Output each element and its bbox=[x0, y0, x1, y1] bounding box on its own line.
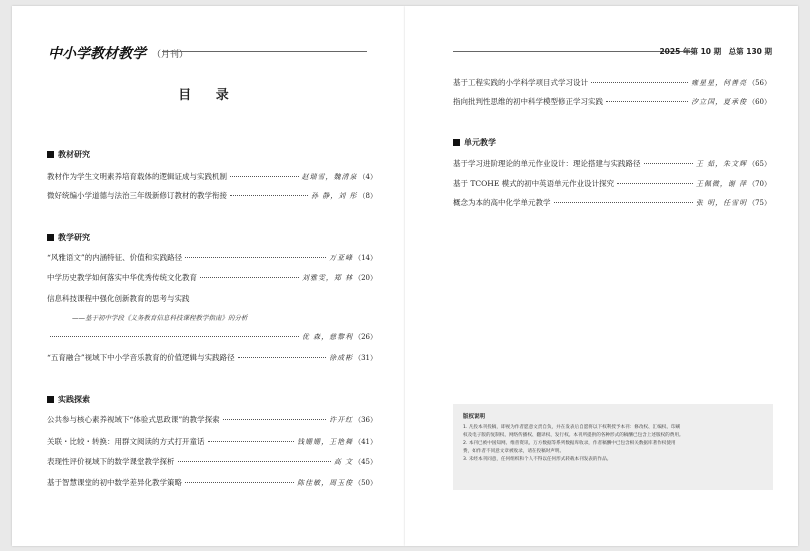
toc-title: 目 录 bbox=[178, 88, 239, 103]
dot-leader bbox=[50, 336, 299, 337]
journal-logo-title: 中小学教材教学 bbox=[48, 46, 146, 62]
toc-entry[interactable] bbox=[47, 436, 377, 448]
header-rule bbox=[453, 51, 693, 52]
toc-entry[interactable] bbox=[47, 272, 377, 284]
copyright-text: 权及电子版的复制权、网络传播权、翻译权、发行权。本刊所提供的各种形式的稿酬已包含上述版权的费用。 bbox=[463, 433, 684, 438]
toc-entry[interactable] bbox=[47, 477, 377, 489]
entry-page: （60） bbox=[748, 98, 771, 106]
entry-page: （45） bbox=[354, 458, 377, 466]
entry-page: （20） bbox=[354, 274, 377, 282]
dot-leader bbox=[617, 183, 693, 184]
entry-title: “风雅语文”的内涵特征、价值和实践路径 bbox=[47, 253, 183, 262]
entry-title: 微好统编小学道德与法治三年级新修订教材的教学衔接 bbox=[47, 191, 227, 200]
section-heading bbox=[47, 149, 90, 160]
toc-entry[interactable] bbox=[453, 178, 771, 190]
dot-leader bbox=[185, 257, 326, 258]
dot-leader bbox=[606, 101, 688, 102]
toc-entry[interactable] bbox=[453, 77, 771, 89]
entry-page: （50） bbox=[354, 479, 377, 487]
section-title: 教学研究 bbox=[58, 233, 90, 242]
entry-title: 教材作为学生文明素养培育载体的逻辑证成与实践机制 bbox=[47, 172, 227, 181]
dot-leader bbox=[644, 163, 693, 164]
entry-title: 基于智慧课堂的初中数学差异化教学策略 bbox=[47, 478, 182, 487]
entry-page: （8） bbox=[358, 192, 377, 200]
dot-leader bbox=[208, 441, 295, 442]
entry-title: 表现性评价视域下的数学课堂教学探析 bbox=[47, 457, 175, 466]
copyright-text: 2. 本刊已被中国知网、维普资讯、万方数据等系列数据库收录，作者稿酬中已包含相关数据库著作权使用 bbox=[463, 441, 676, 446]
right-page bbox=[405, 6, 798, 546]
toc-entry[interactable] bbox=[453, 158, 771, 170]
entry-author: 刘雅雯，郑 林 bbox=[301, 274, 354, 282]
dot-leader bbox=[178, 461, 331, 462]
square-bullet-icon bbox=[47, 151, 54, 158]
square-bullet-icon bbox=[47, 396, 54, 403]
entry-author: 优 森，慈黎利 bbox=[301, 333, 354, 341]
copyright-text: 费，如作者不同意文章被收录，请在投稿时声明。 bbox=[463, 449, 565, 454]
entry-author: 孙 静，刘 彤 bbox=[311, 192, 358, 200]
section-title: 实践探索 bbox=[58, 395, 90, 404]
dot-leader bbox=[230, 176, 299, 177]
section-heading bbox=[47, 232, 90, 243]
square-bullet-icon bbox=[47, 234, 54, 241]
entry-author: 陈佳敏，周玉俊 bbox=[297, 479, 354, 487]
entry-title: “五育融合”视域下中小学音乐教育的价值逻辑与实践路径 bbox=[47, 353, 235, 362]
entry-page: （56） bbox=[748, 79, 771, 87]
copyright-notice-box bbox=[453, 404, 773, 490]
toc-entry[interactable] bbox=[47, 414, 377, 426]
entry-page: （4） bbox=[358, 173, 377, 181]
toc-entry[interactable] bbox=[47, 352, 377, 364]
copyright-text: 3. 未经本刊同意，任何组织和个人不得以任何形式转载本刊发表的作品。 bbox=[463, 457, 612, 462]
toc-entry[interactable] bbox=[47, 190, 377, 202]
entry-title: 基于工程实践的小学科学项目式学习设计 bbox=[453, 78, 588, 87]
entry-author: 汐立国，夏承俊 bbox=[691, 98, 748, 106]
entry-page: （26） bbox=[354, 333, 377, 341]
entry-author: 高 文 bbox=[333, 458, 354, 466]
dot-leader bbox=[223, 419, 326, 420]
toc-entry[interactable] bbox=[47, 252, 377, 264]
copyright-text: 1. 凡投本刊投稿，即视为作者愿意文责自负，并在发表后自愿将以下权利授予本刊：修改权、汇编权、印刷 bbox=[463, 425, 681, 430]
left-page bbox=[12, 6, 405, 546]
entry-author: 许开红 bbox=[329, 416, 354, 424]
dot-leader bbox=[554, 202, 693, 203]
masthead bbox=[48, 43, 188, 63]
entry-page: （36） bbox=[354, 416, 377, 424]
entry-author: 张 明，任雪明 bbox=[695, 199, 748, 207]
entry-title: 关联・比较・转换：用群文阅读的方式打开童话 bbox=[47, 437, 205, 446]
entry-page: （31） bbox=[354, 354, 377, 362]
journal-frequency: （月刊） bbox=[152, 49, 189, 60]
toc-entry[interactable] bbox=[47, 456, 377, 468]
entry-page: （41） bbox=[354, 438, 377, 446]
square-bullet-icon bbox=[453, 139, 460, 146]
entry-author: 钱姗姗，王艳舞 bbox=[297, 438, 354, 446]
entry-title: 概念为本的高中化学单元教学 bbox=[453, 198, 551, 207]
entry-title: 基于学习进阶理论的单元作业设计：理论搭建与实践路径 bbox=[453, 159, 641, 168]
entry-page: （70） bbox=[748, 180, 771, 188]
header-rule bbox=[162, 51, 367, 52]
section-heading bbox=[47, 394, 90, 405]
section-title: 单元教学 bbox=[464, 138, 496, 147]
dot-leader bbox=[591, 82, 688, 83]
dot-leader bbox=[185, 482, 294, 483]
section-heading bbox=[453, 137, 496, 148]
dot-leader bbox=[200, 277, 299, 278]
entry-page: （75） bbox=[748, 199, 771, 207]
toc-entry[interactable] bbox=[453, 96, 771, 108]
entry-author: 赵瑞雪，魏清泉 bbox=[301, 173, 358, 181]
entry-title: 基于 TCOHE 模式的初中英语单元作业设计探究 bbox=[453, 179, 615, 188]
toc-entry[interactable] bbox=[47, 171, 377, 183]
issue-number: 2025 年第 10 期 总第 130 期 bbox=[659, 47, 772, 56]
toc-entry[interactable] bbox=[47, 332, 377, 344]
dot-leader bbox=[230, 195, 308, 196]
entry-title: 公共参与核心素养视域下“体验式思政课”的教学探索 bbox=[47, 415, 220, 424]
entry-title: 指向批判性思维的初中科学模型修正学习实践 bbox=[453, 97, 603, 106]
entry-author: 万亚峰 bbox=[329, 254, 354, 262]
entry-title: 中学历史教学如何落实中华优秀传统文化教育 bbox=[47, 273, 197, 282]
entry-author: 徐成彬 bbox=[329, 354, 354, 362]
entry-page: （14） bbox=[354, 254, 377, 262]
entry-author: 雍星星，何善亮 bbox=[691, 79, 748, 87]
entry-author: 王 茹，朱文辉 bbox=[695, 160, 748, 168]
section-title: 教材研究 bbox=[58, 150, 90, 159]
toc-entry[interactable] bbox=[453, 197, 771, 209]
entry-author: 王佩微，谢 萍 bbox=[695, 180, 748, 188]
copyright-title: 版权说明 bbox=[463, 414, 486, 420]
toc-entry-subtitle: ——基于初中学段《义务教育信息科技课程教学指南》的分析 bbox=[72, 314, 248, 322]
dot-leader bbox=[238, 357, 326, 358]
entry-page: （65） bbox=[748, 160, 771, 168]
toc-entry-title-multiline[interactable]: 信息科技课程中强化创新教育的思考与实践 bbox=[47, 294, 190, 303]
